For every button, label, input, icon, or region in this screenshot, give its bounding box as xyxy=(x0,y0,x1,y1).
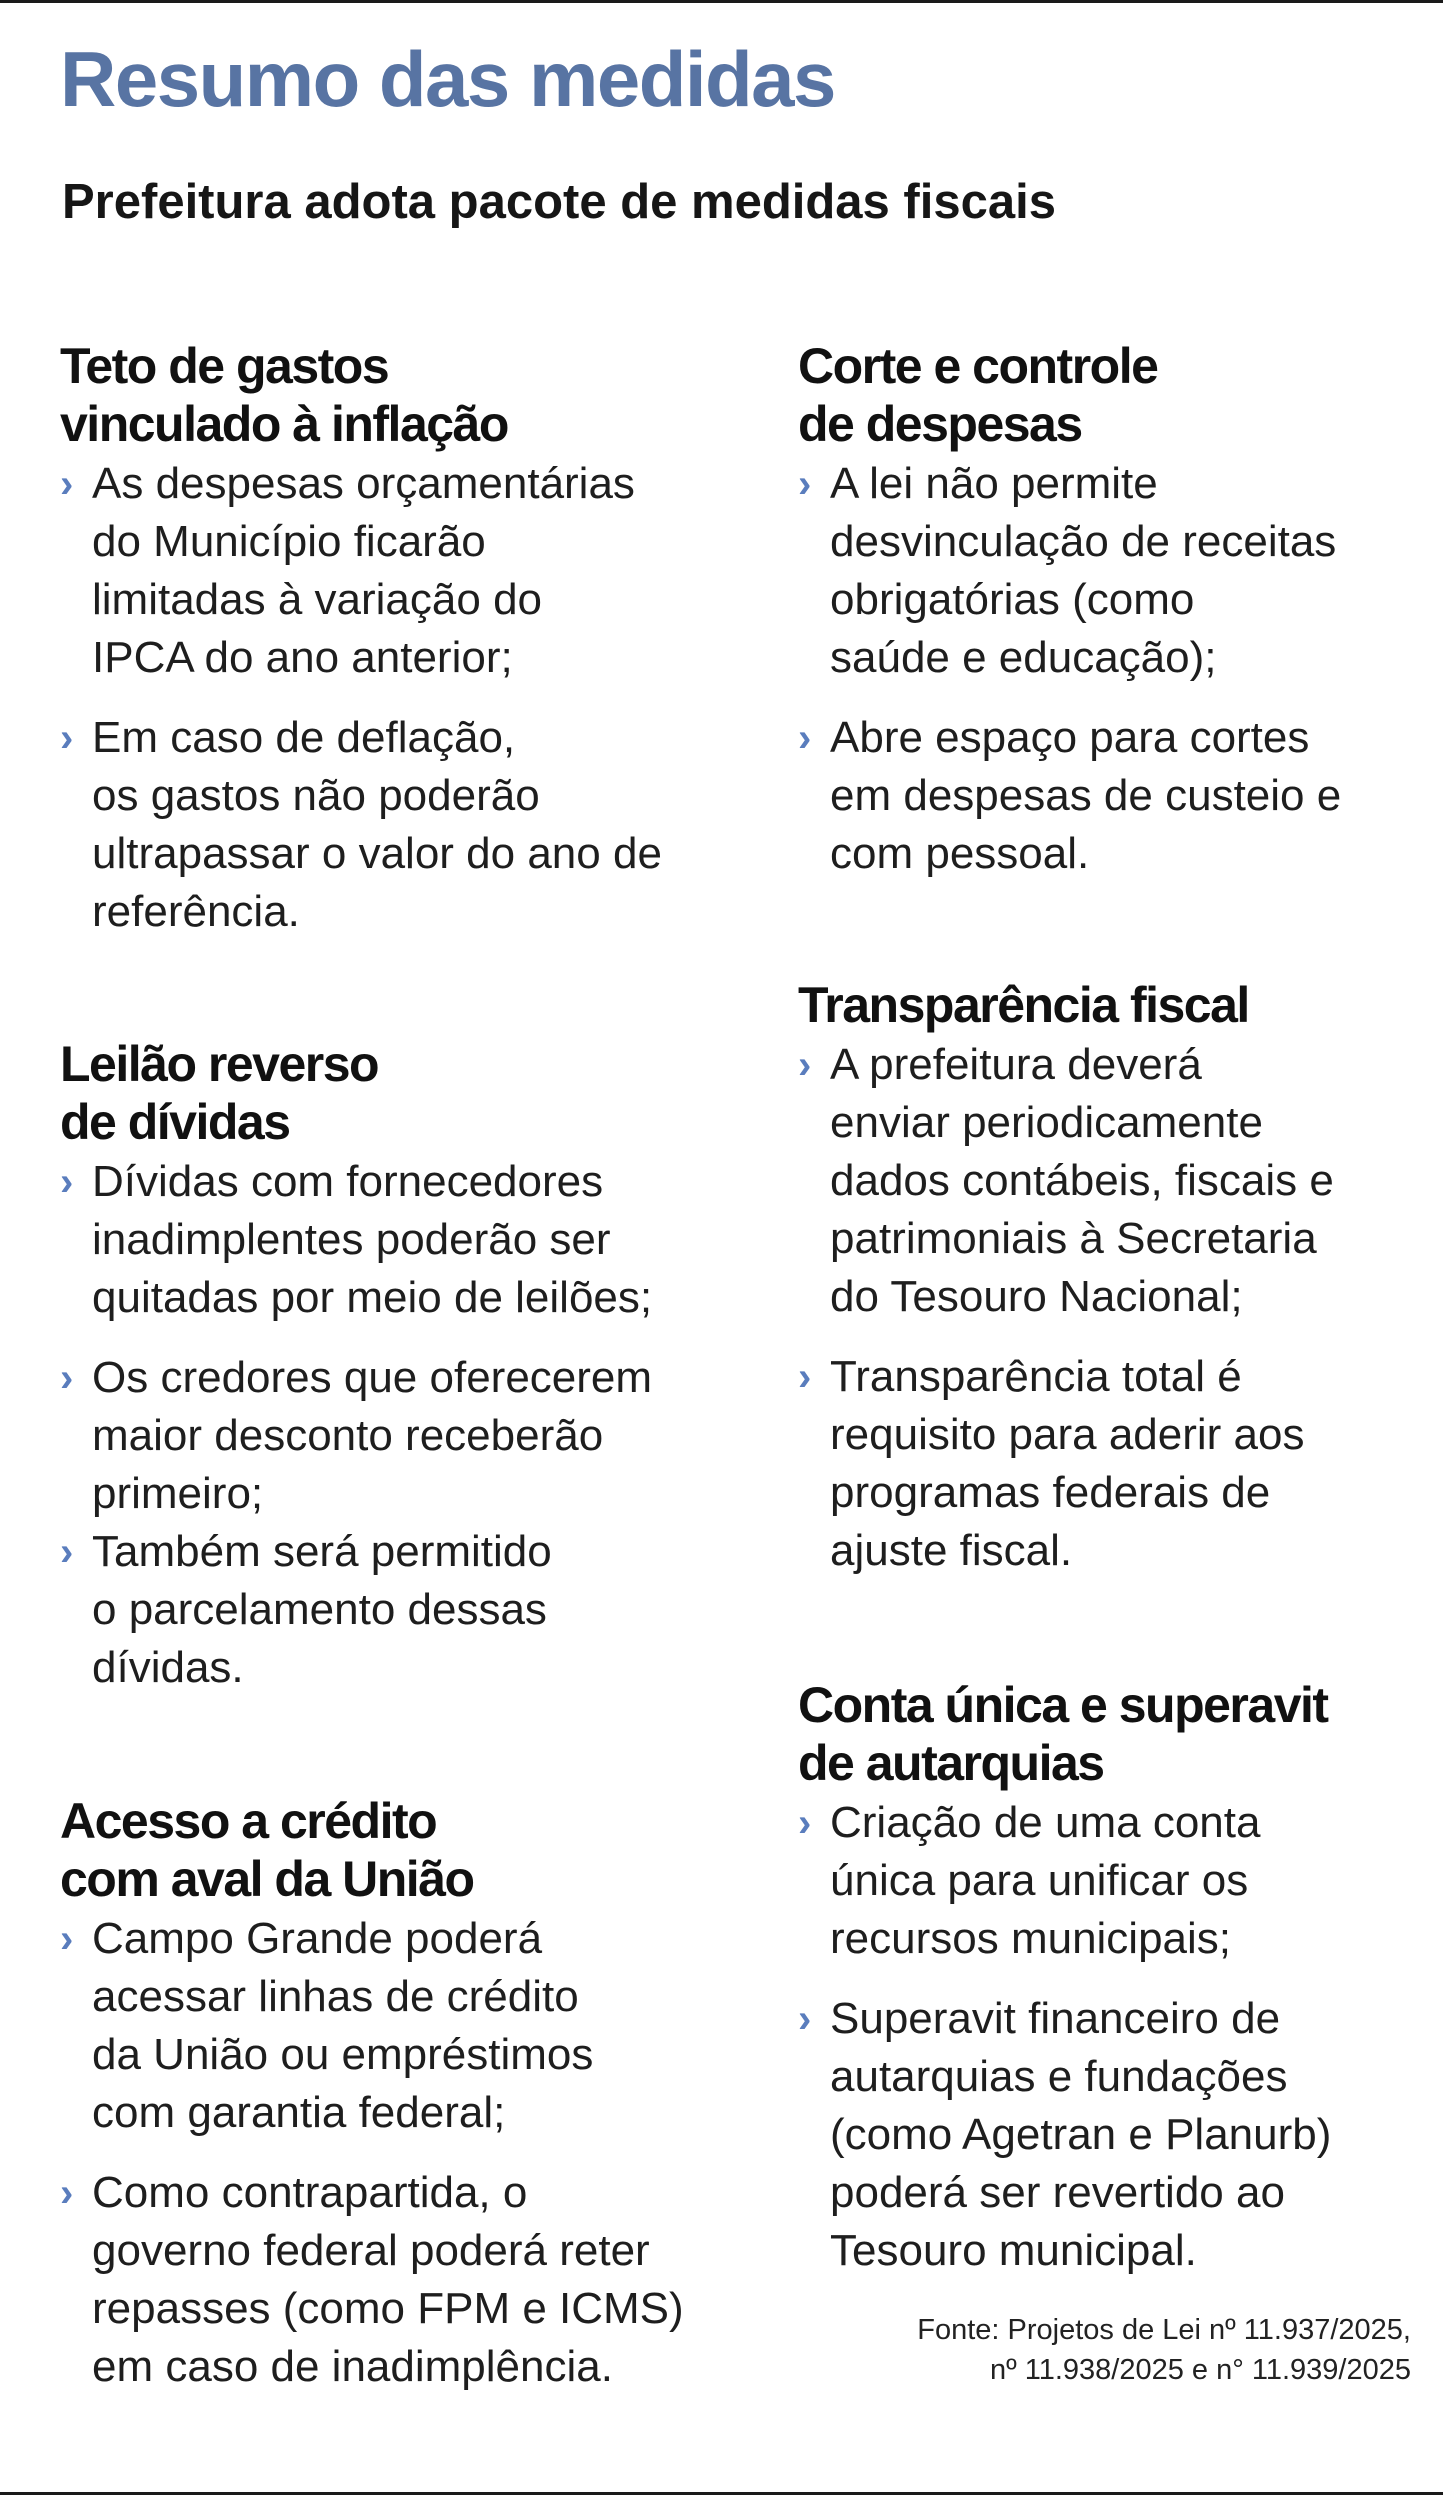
section-teto-de-gastos xyxy=(60,337,750,963)
bullet-item: › Também será permitido o parcelamento dessas dívidas. xyxy=(60,1523,750,1697)
bullet-item: › As despesas orçamentárias do Município ficarão limitadas à variação do IPCA do ano anterior; xyxy=(60,455,750,687)
section-heading: Leilão reverso de dívidas xyxy=(60,1036,379,1150)
chevron-right-icon: › xyxy=(798,462,812,506)
section-conta-unica xyxy=(798,1676,1443,2302)
bullet-item: › Dívidas com fornecedores inadimplentes poderão ser quitadas por meio de leilões; xyxy=(60,1153,750,1327)
chevron-right-icon: › xyxy=(60,1356,74,1400)
section-heading: Teto de gastos vinculado à inflação xyxy=(60,338,508,452)
section-heading: Acesso a crédito com aval da União xyxy=(60,1793,474,1907)
chevron-right-icon: › xyxy=(798,1355,812,1399)
chevron-right-icon: › xyxy=(60,716,74,760)
source-note: Fonte: Projetos de Lei nº 11.937/2025, nº 11.938/2025 e n° 11.939/2025 xyxy=(917,2314,1411,2386)
chevron-right-icon: › xyxy=(798,1997,812,2041)
section-heading: Conta única e superavit de autarquias xyxy=(798,1677,1328,1791)
chevron-right-icon: › xyxy=(798,1801,812,1845)
bullet-item: › Como contrapartida, o governo federal poderá reter repasses (como FPM e ICMS) em caso de inadimplência. xyxy=(60,2164,750,2396)
top-rule xyxy=(0,0,1443,3)
bullet-item: › Superavit financeiro de autarquias e fundações (como Agetran e Planurb) poderá ser revertido ao Tesouro municipal. xyxy=(798,1990,1443,2280)
chevron-right-icon: › xyxy=(60,1917,74,1961)
section-acesso-a-credito xyxy=(60,1792,750,2418)
bullet-item: › Criação de uma conta única para unificar os recursos municipais; xyxy=(798,1794,1443,1968)
page-subtitle: Prefeitura adota pacote de medidas fiscais xyxy=(62,175,1056,229)
section-heading: Transparência fiscal xyxy=(798,977,1249,1033)
chevron-right-icon: › xyxy=(60,2171,74,2215)
chevron-right-icon: › xyxy=(60,1160,74,1204)
section-heading: Corte e controle de despesas xyxy=(798,338,1158,452)
bottom-rule xyxy=(0,2492,1443,2495)
bullet-item: › A lei não permite desvinculação de receitas obrigatórias (como saúde e educação); xyxy=(798,455,1443,687)
bullet-item: › Transparência total é requisito para aderir aos programas federais de ajuste fiscal. xyxy=(798,1348,1443,1580)
bullet-item: › Os credores que oferecerem maior desconto receberão primeiro; xyxy=(60,1349,750,1523)
section-corte-e-controle xyxy=(798,337,1443,905)
chevron-right-icon: › xyxy=(60,462,74,506)
chevron-right-icon: › xyxy=(60,1530,74,1574)
chevron-right-icon: › xyxy=(798,716,812,760)
bullet-item: › Em caso de deflação, os gastos não poderão ultrapassar o valor do ano de referência. xyxy=(60,709,750,941)
chevron-right-icon: › xyxy=(798,1043,812,1087)
page-title: Resumo das medidas xyxy=(60,35,835,123)
section-transparencia-fiscal xyxy=(798,976,1443,1602)
bullet-item: › Abre espaço para cortes em despesas de custeio e com pessoal. xyxy=(798,709,1443,883)
section-leilao-reverso xyxy=(60,1035,750,1719)
bullet-item: › Campo Grande poderá acessar linhas de crédito da União ou empréstimos com garantia federal; xyxy=(60,1910,750,2142)
bullet-item: › A prefeitura deverá enviar periodicamente dados contábeis, fiscais e patrimoniais à Secretaria do Tesouro Nacional; xyxy=(798,1036,1443,1326)
